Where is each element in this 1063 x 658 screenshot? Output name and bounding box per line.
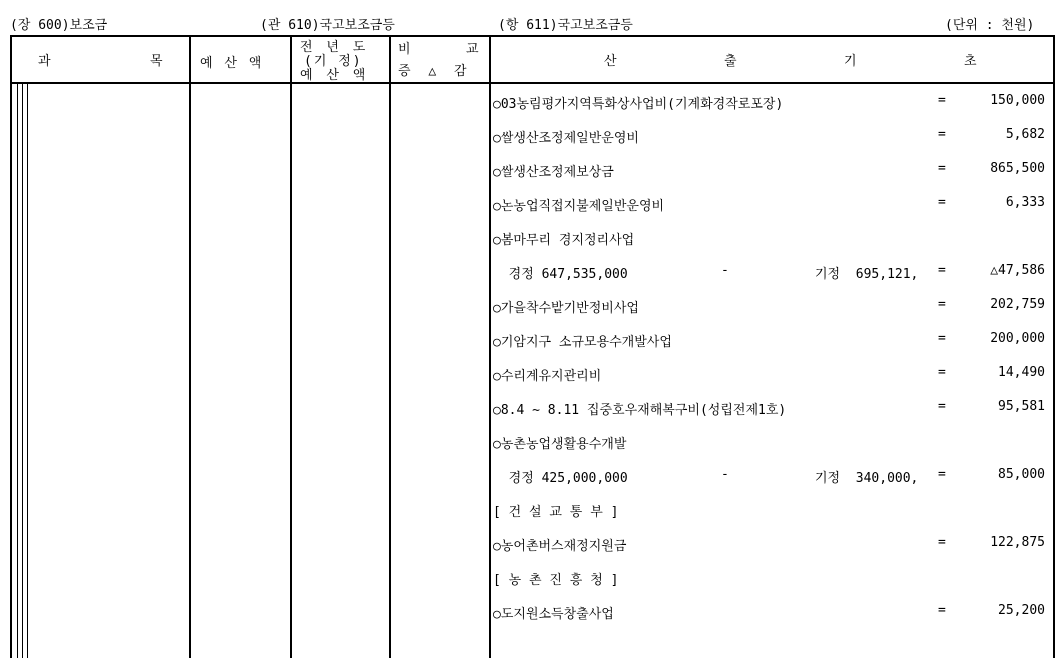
row-amount: 865,500 (990, 161, 1045, 176)
col-basis-2: 출 (724, 54, 737, 69)
row-equals: = (938, 127, 946, 142)
table-row-detail (493, 467, 1053, 489)
col-compare-3: 증 △ 감 (398, 64, 472, 79)
table-row (493, 535, 1053, 557)
table-row-detail (493, 263, 1053, 285)
table-row (493, 229, 1053, 251)
col-line-2 (290, 35, 292, 658)
subcol-line-c (27, 84, 28, 658)
row-amount: 85,000 (998, 467, 1045, 482)
col-line-3 (389, 35, 391, 658)
row-label: ○8.4 ~ 8.11 집중호우재해복구비(성립전제1호) (493, 403, 787, 418)
table-row (493, 365, 1053, 387)
table-row (493, 93, 1053, 115)
table-row (493, 127, 1053, 149)
row-amount: 25,200 (998, 603, 1045, 618)
col-prev-2: (기 정) (304, 54, 363, 69)
table-row (493, 297, 1053, 319)
col-compare-1: 비 (398, 42, 411, 57)
table-row (493, 603, 1053, 625)
row-label: ○수리계유지관리비 (493, 369, 602, 384)
row-amount: 202,759 (990, 297, 1045, 312)
section-heading (493, 501, 1053, 523)
col-line-1 (189, 35, 191, 658)
section-label: [ 건 설 교 통 부 ] (493, 505, 619, 520)
col-prev-3: 예 산 액 (300, 68, 369, 83)
section-heading (493, 569, 1053, 591)
row-equals: = (938, 195, 946, 210)
row-label: ○봄마무리 경지정리사업 (493, 233, 635, 248)
row-previous: 기정 340,000, (815, 471, 919, 486)
gwan-label: (관 610)국고보조금등 (260, 18, 395, 33)
row-amount: 5,682 (1005, 127, 1045, 142)
table-row (493, 331, 1053, 353)
col-line-4 (489, 35, 491, 658)
col-basis-3: 기 (844, 54, 857, 69)
header-divider (10, 82, 1054, 84)
row-equals: = (938, 467, 946, 482)
table-row (493, 195, 1053, 217)
row-label: ○기암지구 소규모용수개발사업 (493, 335, 672, 350)
row-label: ○쌀생산조정제보상금 (493, 165, 614, 180)
row-equals: = (938, 399, 946, 414)
row-amount: 122,875 (990, 535, 1045, 550)
section-label: [ 농 촌 진 흥 청 ] (493, 573, 619, 588)
row-minus: - (721, 263, 729, 278)
col-gwamok-1: 과 (38, 54, 51, 69)
row-equals: = (938, 161, 946, 176)
row-minus: - (721, 467, 729, 482)
row-equals: = (938, 93, 946, 108)
row-amount: △47,586 (990, 263, 1045, 278)
row-equals: = (938, 263, 946, 278)
table-row (493, 433, 1053, 455)
row-label: ○쌀생산조정제일반운영비 (493, 131, 639, 146)
col-basis-4: 초 (964, 54, 977, 69)
hang-label: (항 611)국고보조금등 (498, 18, 633, 33)
row-amount: 6,333 (1005, 195, 1045, 210)
jang-label: (장 600)보조금 (10, 18, 108, 33)
row-amount: 150,000 (990, 93, 1045, 108)
unit-label: (단위 : 천원) (945, 18, 1035, 33)
col-prev-1: 전 년 도 (300, 40, 369, 55)
row-label: ○논농업직접지불제일반운영비 (493, 199, 665, 214)
col-basis-1: 산 (604, 54, 617, 69)
row-equals: = (938, 535, 946, 550)
col-budget: 예 산 액 (200, 56, 264, 71)
row-previous: 기정 695,121, (815, 267, 919, 282)
table-row (493, 161, 1053, 183)
col-line-left (10, 35, 12, 658)
row-amount: 95,581 (998, 399, 1045, 414)
row-equals: = (938, 365, 946, 380)
row-amount: 200,000 (990, 331, 1045, 346)
col-compare-2: 교 (466, 42, 479, 57)
subcol-line-b (22, 84, 23, 658)
row-equals: = (938, 331, 946, 346)
col-gwamok-2: 목 (150, 54, 163, 69)
row-label: ○농어촌버스재정지원금 (493, 539, 627, 554)
row-label: 경정 425,000,000 (493, 471, 628, 486)
col-line-right (1053, 35, 1055, 658)
row-label: ○03농림평가지역특화상사업비(기계화경작로포장) (493, 97, 784, 112)
row-label: ○도지원소득창출사업 (493, 607, 614, 622)
table-row (493, 399, 1053, 421)
row-label: ○가을착수밭기반정비사업 (493, 301, 639, 316)
row-equals: = (938, 603, 946, 618)
row-amount: 14,490 (998, 365, 1045, 380)
subcol-line-a (17, 84, 18, 658)
row-label: 경정 647,535,000 (493, 267, 628, 282)
row-equals: = (938, 297, 946, 312)
row-label: ○농촌농업생활용수개발 (493, 437, 627, 452)
